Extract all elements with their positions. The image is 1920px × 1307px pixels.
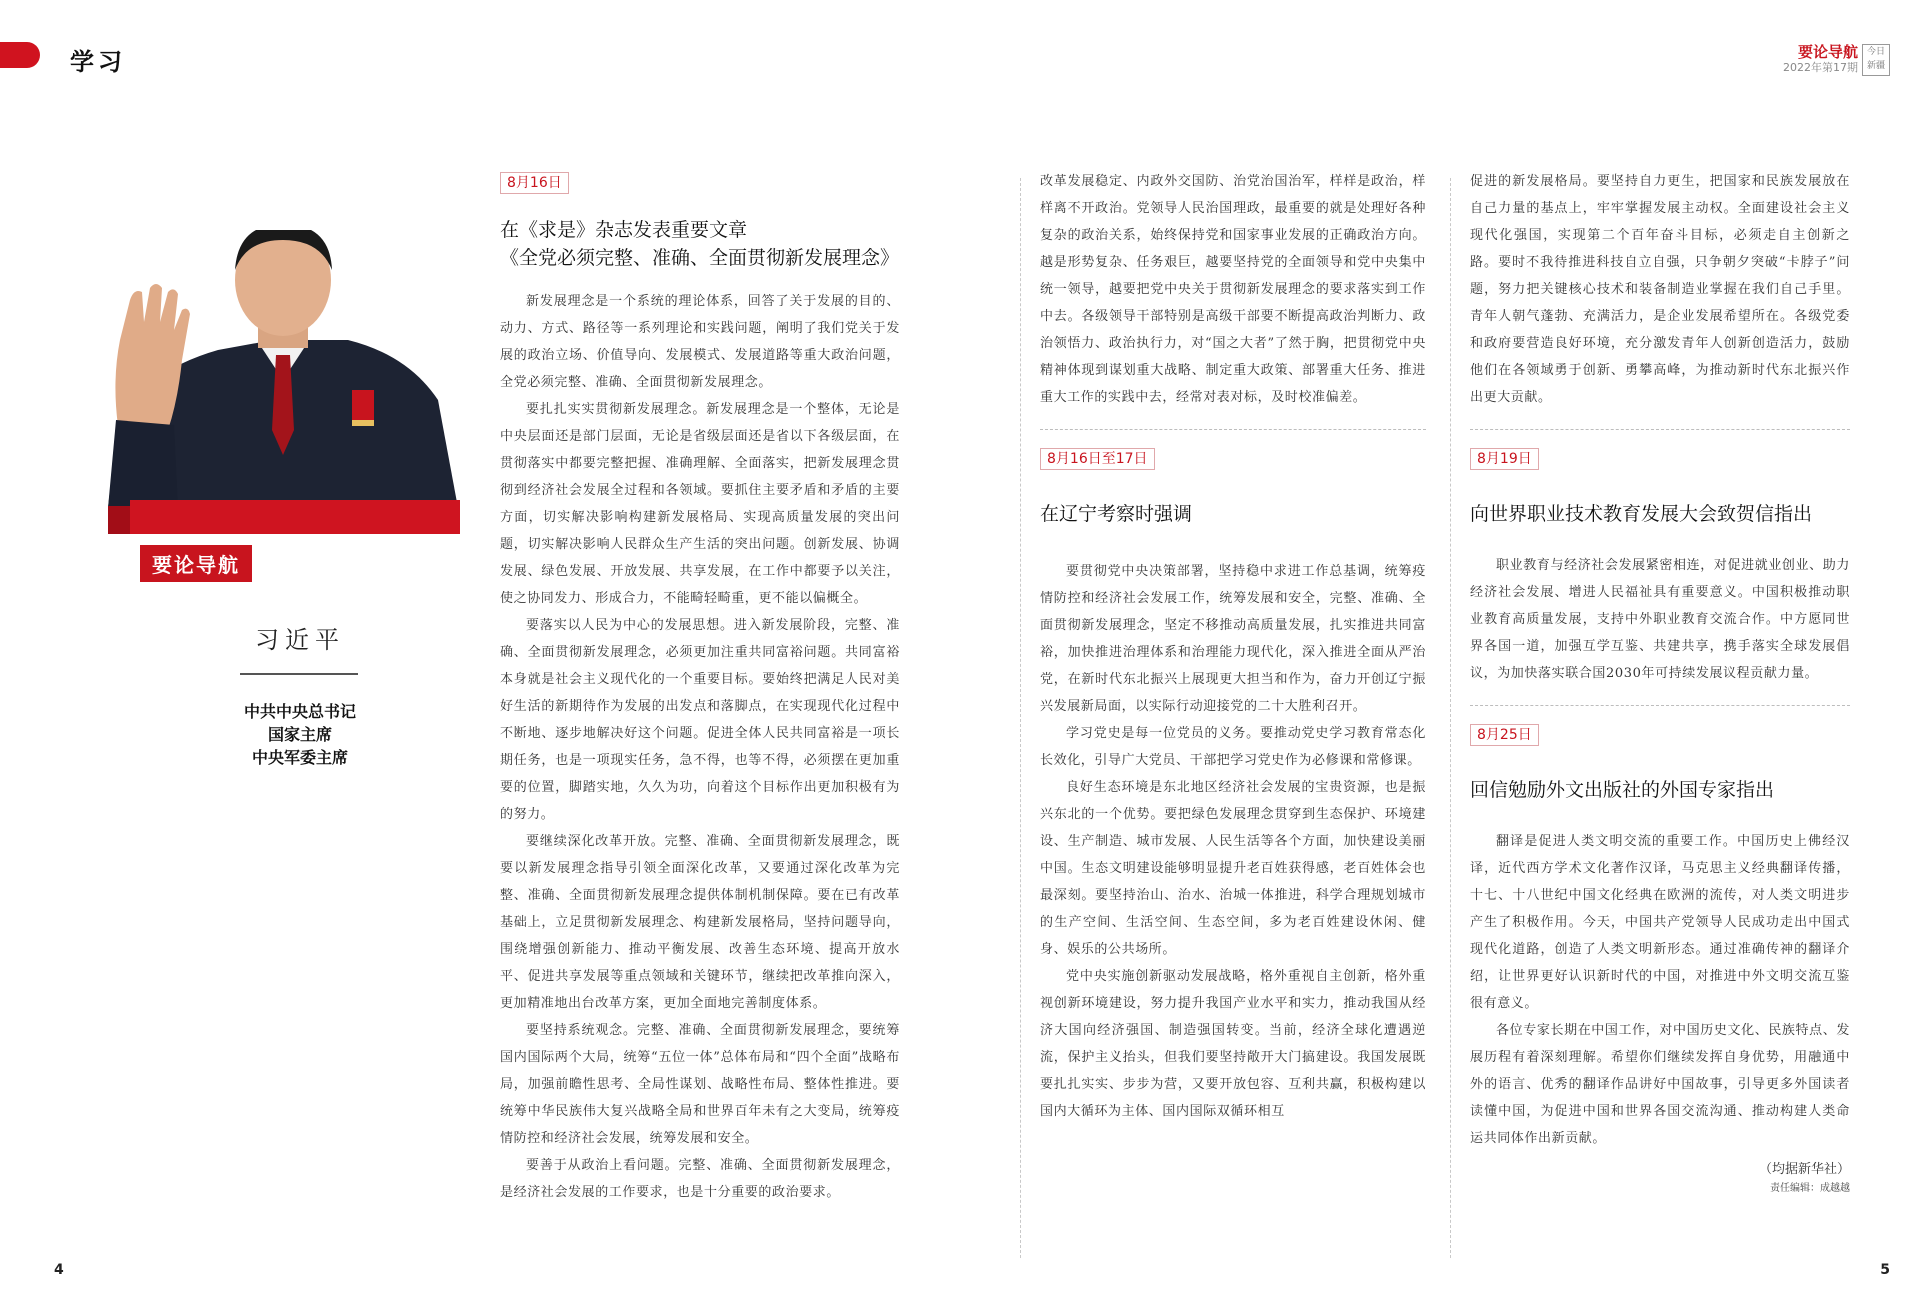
section-divider — [1040, 429, 1426, 430]
page-number-left: 4 — [54, 1262, 64, 1278]
column-2 — [1040, 168, 1426, 1125]
date-tag: 8月16日 — [500, 172, 569, 194]
column-badge: 要论导航 — [140, 545, 252, 582]
headline-line: 《全党必须完整、准确、全面贯彻新发展理念》 — [500, 247, 900, 269]
article-headline: 向世界职业技术教育发展大会致贺信指出 — [1470, 503, 1813, 525]
brand-name: 要论导航 — [1797, 43, 1858, 61]
body-paragraph-continued: 促进的新发展格局。要坚持自力更生，把国家和民族发展放在自己力量的基点上，牢牢掌握发展主动权。全面建设社会主义现代化强国，实现第二个百年奋斗目标，必须走自主创新之路。要时不我待推进科技自立自强，只争朝夕突破“卡脖子”问题，努力把关键核心技术和装备制造业掌握在我们自己手里。青年人朝气蓬勃、充满活力，是企业发展希望所在。各级党委和政府要营造良好环境，充分激发青年人创新创造活力，鼓励他们在各领域勇于创新、勇攀高峰，为推动新时代东北振兴作出更大贡献。 — [1470, 174, 1850, 405]
headline-line: 在《求是》杂志发表重要文章 — [500, 219, 748, 241]
brand-issue: 2022年第17期 — [1783, 61, 1858, 74]
column-3 — [1470, 168, 1850, 1194]
column-separator — [1020, 178, 1021, 1258]
title-line: 中央军委主席 — [251, 748, 348, 767]
source-note: （均据新华社） — [1758, 1162, 1850, 1177]
body-paragraph: 要贯彻党中央决策部署，坚持稳中求进工作总基调，统筹疫情防控和经济社会发展工作，统筹发展和安全，完整、准确、全面贯彻新发展理念，坚定不移推动高质量发展，扎实推进共同富裕，加快推进治理体系和治理能力现代化，深入推进全面从严治党，在新时代东北振兴上展现更大担当和作为，奋力开创辽宁振兴发展新局面，以实际行动迎接党的二十大胜利召开。 — [1040, 564, 1426, 714]
section-title: 学习 — [70, 47, 126, 76]
editor-credit: 责任编辑：成越越 — [1770, 1183, 1850, 1194]
column-separator — [1450, 178, 1451, 1258]
date-tag: 8月19日 — [1470, 448, 1539, 470]
person-name: 习近平 — [255, 626, 345, 654]
person-titles — [220, 700, 380, 769]
body-paragraph: 要扎扎实实贯彻新发展理念。新发展理念是一个整体，无论是中央层面还是部门层面，无论是省级层面还是省以下各级层面，在贯彻落实中都要完整把握、准确理解、全面落实，把新发展理念贯彻到经济社会发展全过程和各领域。要抓住主要矛盾和矛盾的主要方面，切实解决影响构建新发展格局、实现高质量发展的突出问题，切实解决影响人民群众生产生活的突出问题。创新发展、协调发展、绿色发展、开放发展、共享发展，在工作中都要予以关注，使之协同发力、形成合力，不能畸轻畸重，更不能以偏概全。 — [500, 402, 900, 606]
article-headline: 回信勉励外文出版社的外国专家指出 — [1470, 779, 1775, 801]
decor-band-dark — [108, 506, 132, 534]
body-paragraph: 学习党史是每一位党员的义务。要推动党史学习教育常态化长效化，引导广大党员、干部把学习党史作为必修课和常修课。 — [1040, 726, 1426, 768]
name-divider — [240, 673, 358, 675]
body-paragraph: 各位专家长期在中国工作，对中国历史文化、民族特点、发展历程有着深刻理解。希望你们继续发挥自身优势，用融通中外的语言、优秀的翻译作品讲好中国故事，引导更多外国读者读懂中国，为促进中国和世界各国交流沟通、推动构建人类命运共同体作出新贡献。 — [1470, 1023, 1850, 1146]
body-paragraph: 职业教育与经济社会发展紧密相连，对促进就业创业、助力经济社会发展、增进人民福祉具有重要意义。中国积极推动职业教育高质量发展，支持中外职业教育交流合作。中方愿同世界各国一道，加强互学互鉴、共建共享，携手落实全球发展倡议，为加快落实联合国2030年可持续发展议程贡献力量。 — [1470, 558, 1850, 681]
masthead-brand — [1783, 44, 1858, 74]
page-number-right: 5 — [1880, 1262, 1890, 1278]
body-paragraph: 良好生态环境是东北地区经济社会发展的宝贵资源，也是振兴东北的一个优势。要把绿色发展理念贯穿到生态保护、环境建设、生产制造、城市发展、人民生活等各个方面，加快建设美丽中国。生态文明建设能够明显提升老百姓获得感，老百姓体会也最深刻。要坚持治山、治水、治城一体推进，科学合理规划城市的生产空间、生活空间、生态空间，多为老百姓建设休闲、健身、娱乐的公共场所。 — [1040, 780, 1426, 957]
article-headline — [500, 216, 900, 272]
date-tag: 8月25日 — [1470, 724, 1539, 746]
column-1 — [500, 172, 900, 1206]
body-paragraph: 要坚持系统观念。完整、准确、全面贯彻新发展理念，要统筹国内国际两个大局，统筹“五位一体”总体布局和“四个全面”战略布局，加强前瞻性思考、全局性谋划、战略性布局、整体性推进。要统筹中华民族伟大复兴战略全局和世界百年未有之大变局，统筹疫情防控和经济社会发展，统筹发展和安全。 — [500, 1023, 900, 1146]
body-paragraph: 要善于从政治上看问题。完整、准确、全面贯彻新发展理念，是经济社会发展的工作要求，也是十分重要的政治要求。 — [500, 1158, 900, 1200]
title-line: 中共中央总书记 — [243, 702, 356, 721]
portrait-image — [108, 230, 458, 508]
publication-logo: 今日 新疆 — [1862, 44, 1890, 76]
section-tab-marker — [0, 42, 40, 68]
body-paragraph: 要落实以人民为中心的发展思想。进入新发展阶段，完整、准确、全面贯彻新发展理念，必须更加注重共同富裕问题。共同富裕本身就是社会主义现代化的一个重要目标。要始终把满足人民对美好生活的新期待作为发展的出发点和落脚点，在实现现代化过程中不断地、逐步地解决好这个问题。促进全体人民共同富裕是一项长期任务，也是一项现实任务，急不得，也等不得，必须摆在更加重要的位置，脚踏实地，久久为功，向着这个目标作出更加积极有为的努力。 — [500, 618, 900, 822]
date-tag: 8月16日至17日 — [1040, 448, 1155, 470]
body-paragraph: 翻译是促进人类文明交流的重要工作。中国历史上佛经汉译，近代西方学术文化著作汉译，马克思主义经典翻译传播，十七、十八世纪中国文化经典在欧洲的流传，对人类文明进步产生了积极作用。今天，中国共产党领导人民成功走出中国式现代化道路，创造了人类文明新形态。通过准确传神的翻译介绍，让世界更好认识新时代的中国，对推进中外文明交流互鉴很有意义。 — [1470, 834, 1850, 1011]
title-line: 国家主席 — [267, 725, 332, 744]
section-divider — [1470, 429, 1850, 430]
body-paragraph: 新发展理念是一个系统的理论体系，回答了关于发展的目的、动力、方式、路径等一系列理论和实践问题，阐明了我们党关于发展的政治立场、价值导向、发展模式、发展道路等重大政治问题，全党必须完整、准确、全面贯彻新发展理念。 — [500, 294, 900, 390]
decor-band — [130, 500, 460, 534]
body-paragraph: 要继续深化改革开放。完整、准确、全面贯彻新发展理念，既要以新发展理念指导引领全面深化改革，又要通过深化改革为完整、准确、全面贯彻新发展理念提供体制机制保障。要在已有改革基础上，立足贯彻新发展理念、构建新发展格局，坚持问题导向，围绕增强创新能力、推动平衡发展、改善生态环境、提高开放水平、促进共享发展等重点领域和关键环节，继续把改革推向深入，更加精准地出台改革方案，更加全面地完善制度体系。 — [500, 834, 900, 1011]
body-paragraph-continued: 改革发展稳定、内政外交国防、治党治国治军，样样是政治，样样离不开政治。党领导人民治国理政，最重要的就是处理好各种复杂的政治关系，始终保持党和国家事业发展的正确政治方向。越是形势复杂、任务艰巨，越要坚持党的全面领导和党中央集中统一领导，越要把党中央关于贯彻新发展理念的要求落实到工作中去。各级领导干部特别是高级干部要不断提高政治判断力、政治领悟力、政治执行力，对“国之大者”了然于胸，把贯彻党中央精神体现到谋划重大战略、制定重大政策、部署重大任务、推进重大工作的实践中去，经常对表对标，及时校准偏差。 — [1040, 174, 1426, 405]
article-headline: 在辽宁考察时强调 — [1040, 503, 1193, 525]
body-paragraph: 党中央实施创新驱动发展战略，格外重视自主创新，格外重视创新环境建设，努力提升我国产业水平和实力，推动我国从经济大国向经济强国、制造强国转变。当前，经济全球化遭遇逆流，保护主义抬头，但我们要坚持敞开大门搞建设。我国发展既要扎扎实实、步步为营，又要开放包容、互利共赢，积极构建以国内大循环为主体、国内国际双循环相互 — [1040, 969, 1426, 1119]
section-divider — [1470, 705, 1850, 706]
